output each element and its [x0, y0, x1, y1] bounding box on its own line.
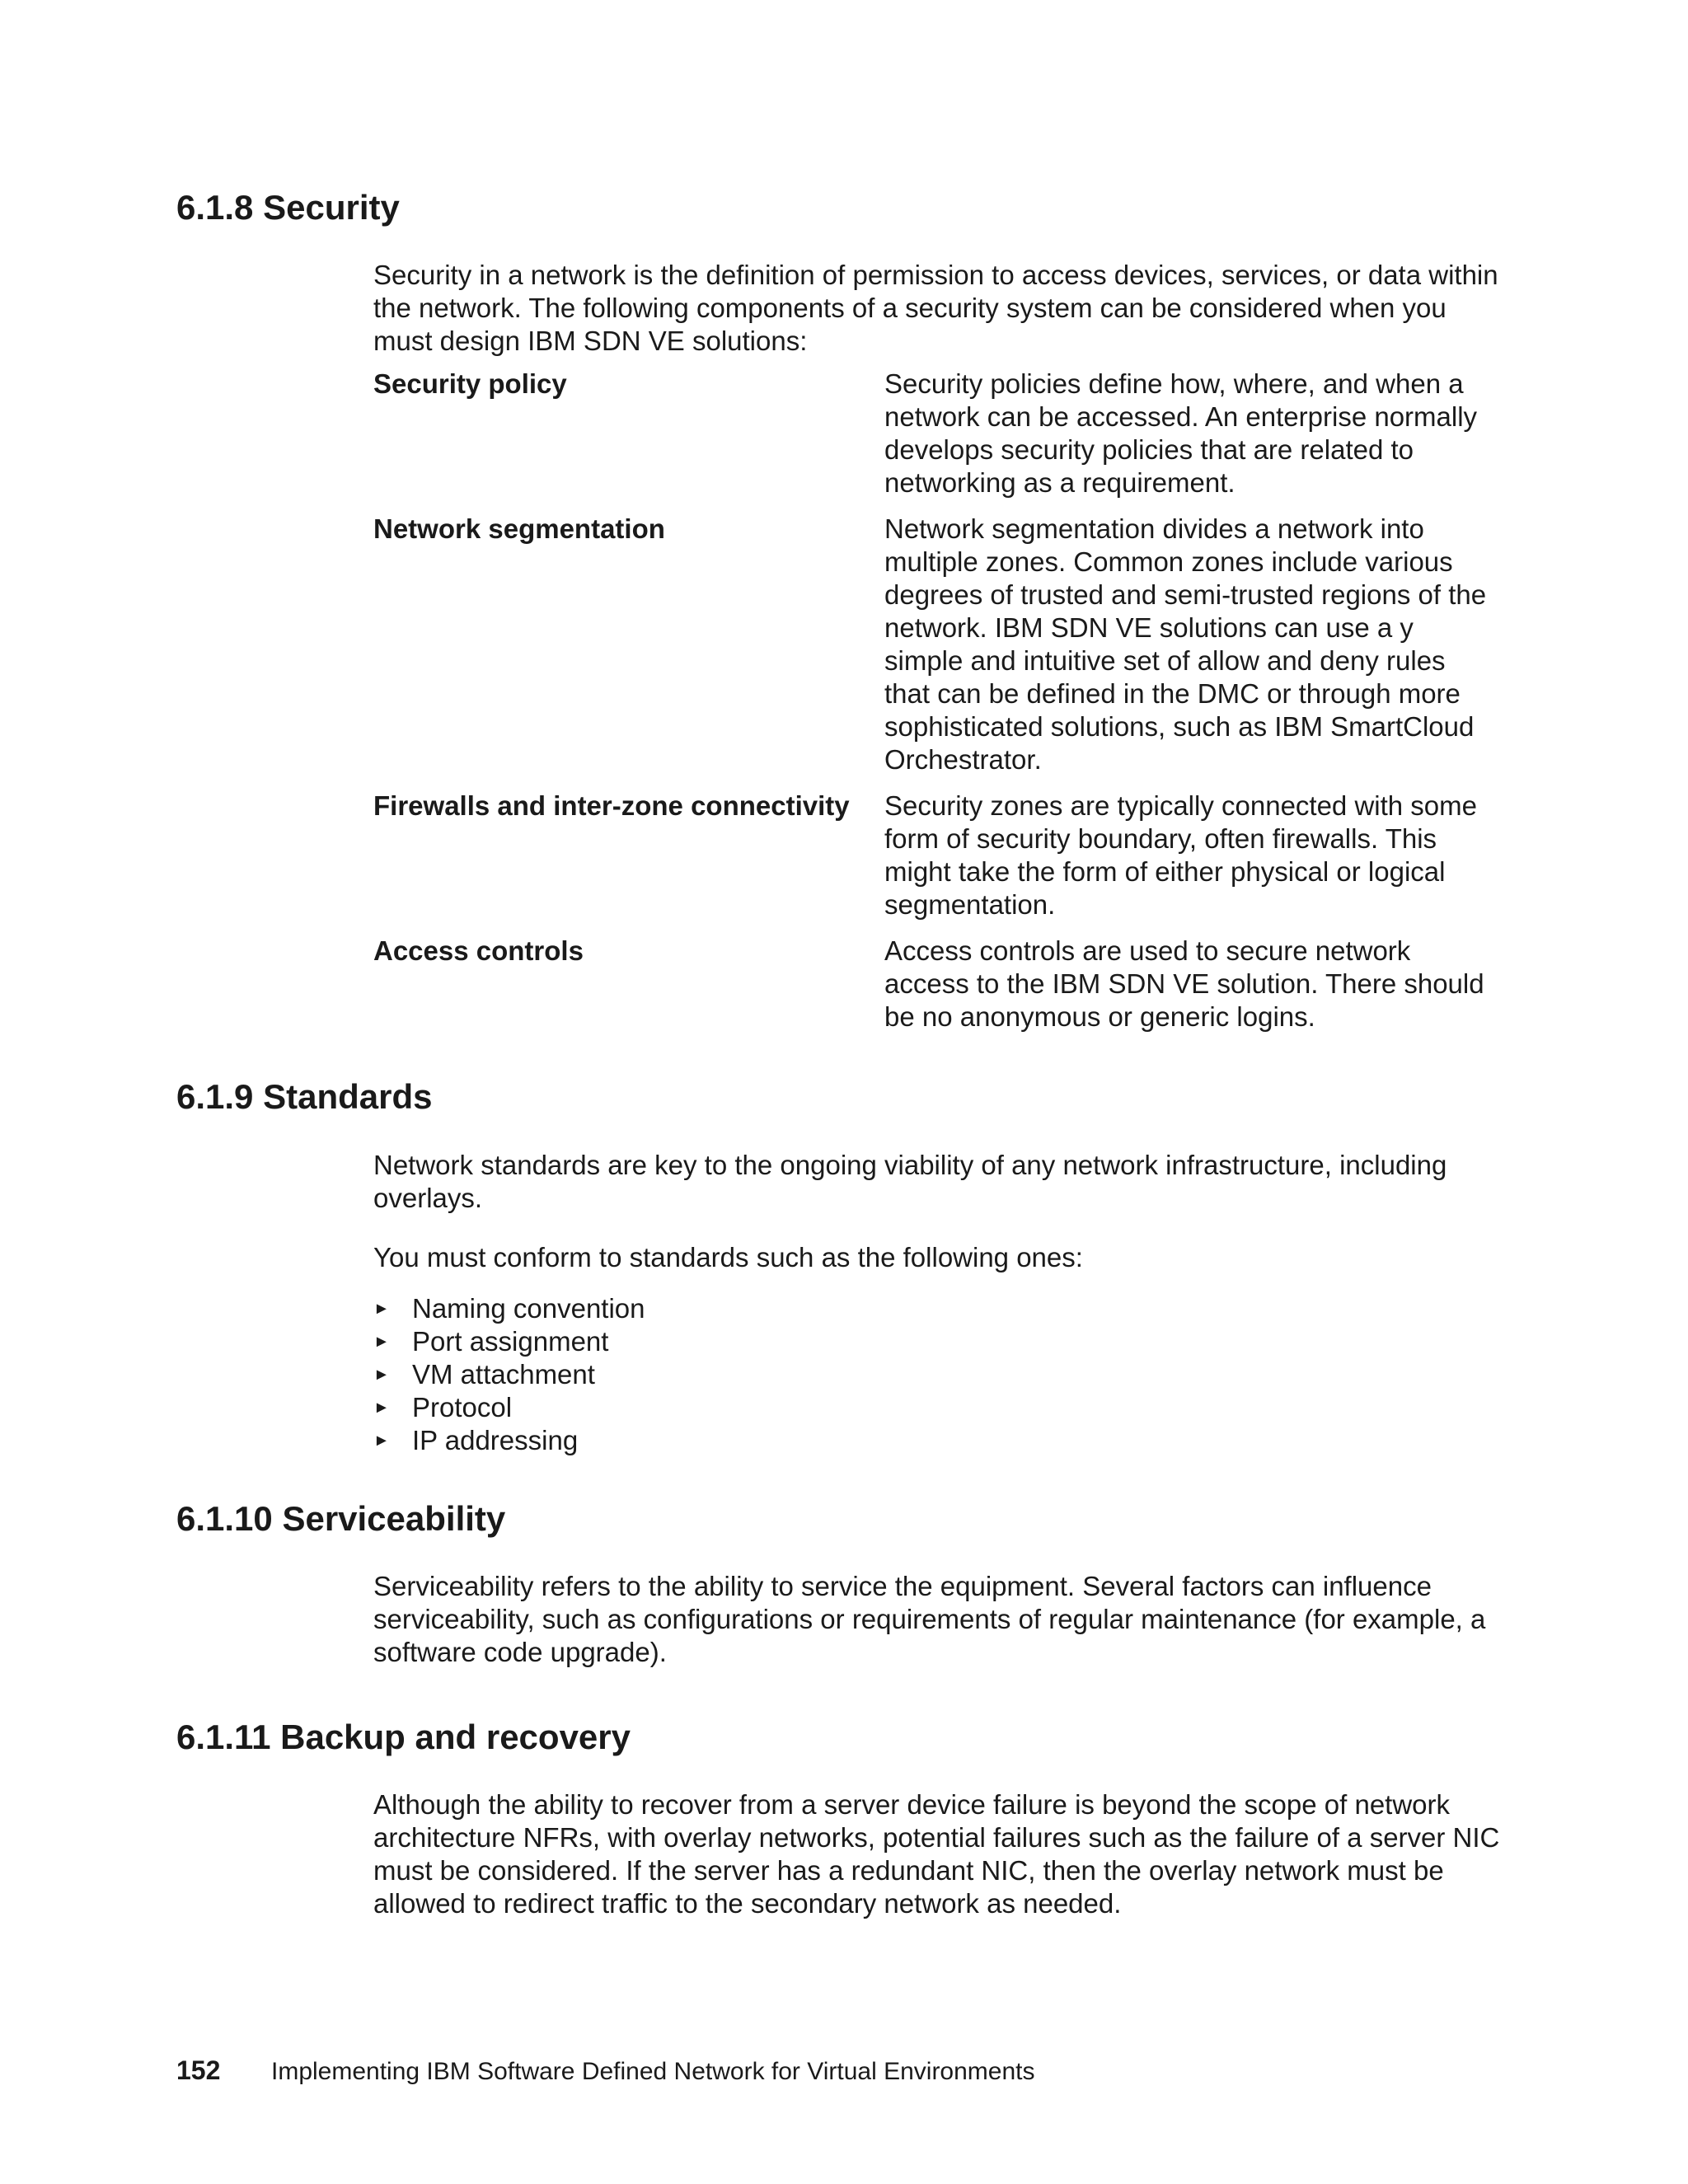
- serviceability-paragraph: Serviceability refers to the ability to service the equipment. Several factors can influence serviceability, such as configurations or requirements of regular maintenance (for example, a software code upgrade).: [373, 1571, 1486, 1667]
- list-item: [373, 1292, 645, 1325]
- book-title: Implementing IBM Software Defined Network for Virtual Environments: [271, 2058, 1035, 2085]
- definition-description: Security policies define how, where, and when a network can be accessed. An enterprise normally develops security policies that are related to networking as a requirement.: [884, 368, 1478, 498]
- list-item-text: Protocol: [412, 1392, 513, 1422]
- section-heading-security: 6.1.8 Security: [176, 188, 400, 227]
- list-item-text: Port assignment: [412, 1326, 609, 1357]
- section-heading-serviceability: 6.1.10 Serviceability: [176, 1499, 506, 1538]
- definition-term: Firewalls and inter-zone connectivity: [373, 790, 850, 821]
- list-item-text: Naming convention: [412, 1293, 645, 1324]
- definition-description: Access controls are used to secure network access to the IBM SDN VE solution. There should be no anonymous or generic logins.: [884, 935, 1484, 1032]
- section-heading-backup-recovery: 6.1.11 Backup and recovery: [176, 1718, 631, 1756]
- definition-term: Security policy: [373, 368, 567, 399]
- triangle-bullet-icon: ►: [373, 1432, 390, 1450]
- list-item: [373, 1358, 645, 1391]
- standards-bullet-list: [373, 1292, 645, 1457]
- definition-term: Access controls: [373, 935, 584, 966]
- definition-description: Network segmentation divides a network into multiple zones. Common zones include various degrees of trusted and semi-trusted regions of the network. IBM SDN VE solutions can use a y simple and intuitive set of allow and deny rules that can be defined in the DMC or through more sophisticated solutions, such as IBM SmartCloud Orchestrator.: [884, 513, 1487, 775]
- definition-row: [373, 935, 1511, 1033]
- security-intro-paragraph: Security in a network is the definition of permission to access devices, services, or data within the network. The following components of a security system can be considered when you must design IBM SDN VE solutions:: [373, 260, 1498, 356]
- list-item: [373, 1325, 645, 1358]
- list-item-text: IP addressing: [412, 1425, 579, 1455]
- page-number: 152: [176, 2055, 221, 2085]
- definition-row: [373, 513, 1511, 776]
- triangle-bullet-icon: ►: [373, 1366, 390, 1384]
- section-heading-standards: 6.1.9 Standards: [176, 1077, 433, 1116]
- list-item: [373, 1424, 645, 1457]
- definition-description: Security zones are typically connected with some form of security boundary, often firewalls. This might take the form of either physical or logical segmentation.: [884, 790, 1478, 920]
- definition-term: Network segmentation: [373, 513, 665, 544]
- security-definition-list: [373, 368, 1511, 1047]
- triangle-bullet-icon: ►: [373, 1333, 390, 1351]
- backup-recovery-paragraph: Although the ability to recover from a server device failure is beyond the scope of network architecture NFRs, with overlay networks, potential failures such as the failure of a server NIC must be considered. If the server has a redundant NIC, then the overlay network must be allowed to redirect traffic to the secondary network as needed.: [373, 1789, 1500, 1919]
- standards-list-intro: You must conform to standards such as the following ones:: [373, 1242, 1083, 1272]
- triangle-bullet-icon: ►: [373, 1399, 390, 1417]
- triangle-bullet-icon: ►: [373, 1300, 390, 1318]
- standards-intro-paragraph: Network standards are key to the ongoing viability of any network infrastructure, including overlays.: [373, 1150, 1447, 1213]
- definition-row: [373, 790, 1511, 921]
- definition-row: [373, 368, 1511, 499]
- page-footer: [176, 2055, 1035, 2086]
- list-item: [373, 1391, 645, 1424]
- list-item-text: VM attachment: [412, 1359, 595, 1390]
